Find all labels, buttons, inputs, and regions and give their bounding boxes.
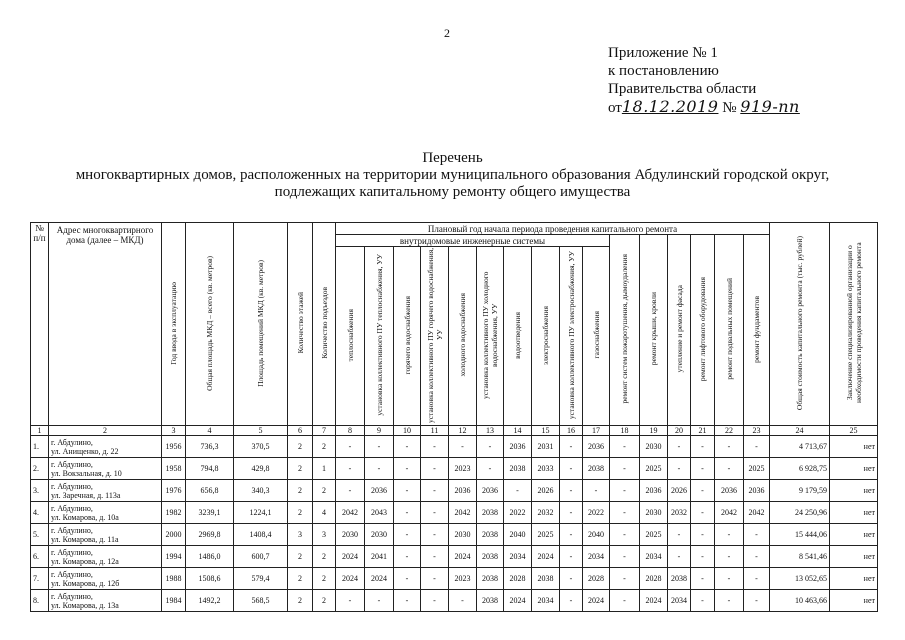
plan-year-cell: 2024 [449, 546, 477, 568]
table-row [31, 480, 878, 502]
address-city: г. Абдулино, [51, 591, 93, 601]
column-number: 9 [365, 426, 394, 436]
column-number: 5 [234, 426, 288, 436]
row-number: 3. [31, 480, 49, 502]
plan-year-cell: - [449, 590, 477, 612]
cost-cell: 9 179,59 [770, 480, 830, 502]
plan-year-cell: - [336, 480, 365, 502]
header-col-14: водоотведения [504, 247, 532, 426]
year-cell: 1984 [162, 590, 186, 612]
plan-year-cell: - [421, 568, 449, 590]
repair-schedule-table [30, 222, 878, 612]
header-premises-area: Площадь помещений МКД (кв. метров) [234, 223, 288, 426]
address-street: ул. Комарова, д. 10а [51, 512, 119, 522]
column-number: 4 [186, 426, 234, 436]
floors-cell: 2 [288, 502, 313, 524]
page-number: 2 [444, 26, 450, 40]
appendix-line2: к постановлению [608, 63, 719, 79]
header-col-22: ремонт подвальных помещений [715, 235, 744, 426]
plan-year-cell: 2026 [532, 480, 560, 502]
plan-year-cell: 2025 [532, 524, 560, 546]
header-col-16: установка коллективного ПУ электроснабжения, УУ [560, 247, 583, 426]
address-cell [49, 480, 162, 502]
plan-year-cell: - [394, 502, 421, 524]
plan-year-cell: - [421, 590, 449, 612]
plan-year-cell: - [610, 546, 640, 568]
plan-year-cell: - [336, 436, 365, 458]
plan-year-cell: - [394, 590, 421, 612]
plan-year-cell: - [668, 436, 691, 458]
header-col-20: утепление и ремонт фасада [668, 235, 691, 426]
conclusion-cell: нет [830, 524, 878, 546]
plan-year-cell: 2038 [504, 458, 532, 480]
header-total-area: Общая площадь МКД – всего (кв. метров) [186, 223, 234, 426]
appendix-block [608, 44, 800, 117]
address-cell [49, 546, 162, 568]
floors-cell: 2 [288, 546, 313, 568]
table-row [31, 524, 878, 546]
plan-year-cell: - [744, 546, 770, 568]
cost-cell: 4 713,67 [770, 436, 830, 458]
plan-year-cell: 2042 [744, 502, 770, 524]
column-number: 22 [715, 426, 744, 436]
entrances-cell: 1 [313, 458, 336, 480]
column-number: 2 [49, 426, 162, 436]
plan-year-cell: - [560, 502, 583, 524]
floors-cell: 2 [288, 480, 313, 502]
plan-year-cell: 2036 [744, 480, 770, 502]
plan-year-cell: - [744, 436, 770, 458]
plan-year-cell: - [610, 436, 640, 458]
plan-year-cell: 2032 [532, 502, 560, 524]
plan-year-cell: - [394, 436, 421, 458]
address-street: ул. Комарова, д. 13а [51, 600, 119, 610]
year-cell: 1956 [162, 436, 186, 458]
column-number: 8 [336, 426, 365, 436]
plan-year-cell: 2025 [640, 458, 668, 480]
premises-area-cell: 429,8 [234, 458, 288, 480]
header-conclusion: Заключение специализированной организации о необходимости проведения капитального ремонта [830, 223, 878, 426]
plan-year-cell: 2030 [640, 436, 668, 458]
plan-year-cell: - [610, 568, 640, 590]
entrances-cell: 2 [313, 436, 336, 458]
table-row [31, 502, 878, 524]
plan-year-cell: - [691, 524, 715, 546]
plan-year-cell: - [668, 458, 691, 480]
plan-year-cell: 2036 [365, 480, 394, 502]
floors-cell: 2 [288, 436, 313, 458]
address-city: г. Абдулино, [51, 525, 93, 535]
cost-cell: 8 541,46 [770, 546, 830, 568]
row-number: 8. [31, 590, 49, 612]
plan-year-cell: 2040 [504, 524, 532, 546]
year-cell: 1958 [162, 458, 186, 480]
row-number: 7. [31, 568, 49, 590]
header-plan: Плановый год начала периода проведения капитального ремонта [336, 223, 770, 235]
plan-year-cell: - [715, 590, 744, 612]
entrances-cell: 4 [313, 502, 336, 524]
conclusion-cell: нет [830, 590, 878, 612]
entrances-cell: 2 [313, 590, 336, 612]
total-area-cell: 656,8 [186, 480, 234, 502]
column-number: 19 [640, 426, 668, 436]
plan-year-cell: - [421, 502, 449, 524]
plan-year-cell: - [394, 524, 421, 546]
plan-year-cell: 2025 [744, 458, 770, 480]
plan-year-cell: - [421, 480, 449, 502]
plan-year-cell: - [421, 458, 449, 480]
cost-cell: 6 928,75 [770, 458, 830, 480]
header-col-8: теплоснабжения [336, 247, 365, 426]
plan-year-cell: - [715, 568, 744, 590]
header-cost: Общая стоимость капитального ремонта (тыс. рублей) [770, 223, 830, 426]
header-col-12: холодного водоснабжения [449, 247, 477, 426]
header-num: № п/п [31, 223, 49, 426]
cost-cell: 24 250,96 [770, 502, 830, 524]
year-cell: 1994 [162, 546, 186, 568]
plan-year-cell: - [668, 524, 691, 546]
column-number: 24 [770, 426, 830, 436]
year-cell: 2000 [162, 524, 186, 546]
plan-year-cell: - [715, 546, 744, 568]
plan-year-cell: 2042 [715, 502, 744, 524]
address-street: ул. Вокзальная, д. 10 [51, 468, 122, 478]
header-col-17: газоснабжения [583, 247, 610, 426]
plan-year-cell: - [336, 458, 365, 480]
header-col-10: горячего водоснабжения [394, 247, 421, 426]
plan-year-cell: - [610, 590, 640, 612]
plan-year-cell: 2024 [504, 590, 532, 612]
entrances-cell: 2 [313, 546, 336, 568]
plan-year-cell: - [477, 436, 504, 458]
row-number: 2. [31, 458, 49, 480]
plan-year-cell: - [394, 546, 421, 568]
plan-year-cell: 2034 [668, 590, 691, 612]
plan-year-cell: 2030 [449, 524, 477, 546]
column-number: 15 [532, 426, 560, 436]
plan-year-cell: - [668, 546, 691, 568]
plan-year-cell: 2034 [583, 546, 610, 568]
plan-year-cell: - [715, 436, 744, 458]
premises-area-cell: 568,5 [234, 590, 288, 612]
header-floors: Количество этажей [288, 223, 313, 426]
number-prefix: № [722, 100, 737, 116]
plan-year-cell: 2022 [583, 502, 610, 524]
plan-year-cell: 2023 [449, 458, 477, 480]
plan-year-cell: 2023 [449, 568, 477, 590]
plan-year-cell: 2028 [504, 568, 532, 590]
plan-year-cell: 2038 [532, 568, 560, 590]
header-year: Год ввода в эксплуатацию [162, 223, 186, 426]
plan-year-cell: - [691, 546, 715, 568]
conclusion-cell: нет [830, 458, 878, 480]
plan-year-cell: - [336, 590, 365, 612]
entrances-cell: 3 [313, 524, 336, 546]
plan-year-cell: - [691, 502, 715, 524]
plan-year-cell: - [744, 568, 770, 590]
year-cell: 1982 [162, 502, 186, 524]
column-number: 18 [610, 426, 640, 436]
plan-year-cell: 2038 [477, 590, 504, 612]
floors-cell: 2 [288, 590, 313, 612]
plan-year-cell: - [691, 590, 715, 612]
plan-year-cell: - [560, 590, 583, 612]
plan-year-cell: - [691, 436, 715, 458]
plan-year-cell: 2042 [336, 502, 365, 524]
column-number: 12 [449, 426, 477, 436]
address-street: ул. Комарова, д. 12а [51, 556, 119, 566]
table-row [31, 458, 878, 480]
conclusion-cell: нет [830, 502, 878, 524]
column-number: 21 [691, 426, 715, 436]
header-col-15: электроснабжения [532, 247, 560, 426]
total-area-cell: 794,8 [186, 458, 234, 480]
plan-year-cell: - [394, 458, 421, 480]
column-number: 16 [560, 426, 583, 436]
header-col-23: ремонт фундаментов [744, 235, 770, 426]
table-row [31, 546, 878, 568]
plan-year-cell: 2036 [715, 480, 744, 502]
address-city: г. Абдулино, [51, 569, 93, 579]
address-city: г. Абдулино, [51, 437, 93, 447]
plan-year-cell: - [560, 568, 583, 590]
plan-year-cell: - [477, 458, 504, 480]
plan-year-cell: - [560, 480, 583, 502]
column-number: 17 [583, 426, 610, 436]
plan-year-cell: 2032 [668, 502, 691, 524]
plan-year-cell: - [610, 502, 640, 524]
plan-year-cell: - [744, 524, 770, 546]
floors-cell: 3 [288, 524, 313, 546]
plan-year-cell: 2024 [336, 568, 365, 590]
header-col-19: ремонт крыши, кровли [640, 235, 668, 426]
premises-area-cell: 340,3 [234, 480, 288, 502]
year-cell: 1976 [162, 480, 186, 502]
year-cell: 1988 [162, 568, 186, 590]
column-number: 7 [313, 426, 336, 436]
plan-year-cell: - [421, 524, 449, 546]
header-engineering: внутридомовые инженерные системы [336, 235, 610, 247]
column-number: 14 [504, 426, 532, 436]
conclusion-cell: нет [830, 568, 878, 590]
plan-year-cell: 2030 [640, 502, 668, 524]
title-line1: Перечень [422, 150, 483, 166]
plan-year-cell: 2024 [583, 590, 610, 612]
address-cell [49, 590, 162, 612]
address-street: ул. Анищенко, д. 22 [51, 446, 119, 456]
total-area-cell: 1486,0 [186, 546, 234, 568]
address-cell [49, 458, 162, 480]
plan-year-cell: 2024 [532, 546, 560, 568]
plan-year-cell: - [691, 480, 715, 502]
date-prefix: от [608, 100, 622, 116]
column-number: 1 [31, 426, 49, 436]
address-street: ул. Заречная, д. 113а [51, 490, 121, 500]
column-number-row [31, 426, 878, 436]
total-area-cell: 736,3 [186, 436, 234, 458]
document-title [0, 150, 905, 201]
plan-year-cell: - [715, 458, 744, 480]
plan-year-cell: 2036 [449, 480, 477, 502]
column-number: 3 [162, 426, 186, 436]
appendix-line1: Приложение № 1 [608, 45, 718, 61]
total-area-cell: 3239,1 [186, 502, 234, 524]
plan-year-cell: 2025 [640, 524, 668, 546]
cost-cell: 15 444,06 [770, 524, 830, 546]
plan-year-cell: - [715, 524, 744, 546]
table-row [31, 436, 878, 458]
conclusion-cell: нет [830, 546, 878, 568]
address-cell [49, 524, 162, 546]
address-street: ул. Комарова, д. 11а [51, 534, 119, 544]
entrances-cell: 2 [313, 568, 336, 590]
plan-year-cell: 2034 [532, 590, 560, 612]
plan-year-cell: - [504, 480, 532, 502]
conclusion-cell: нет [830, 480, 878, 502]
plan-year-cell: 2034 [504, 546, 532, 568]
plan-year-cell: - [560, 524, 583, 546]
plan-year-cell: 2038 [583, 458, 610, 480]
plan-year-cell: 2026 [668, 480, 691, 502]
address-city: г. Абдулино, [51, 547, 93, 557]
plan-year-cell: - [421, 436, 449, 458]
address-city: г. Абдулино, [51, 481, 93, 491]
plan-year-cell: 2036 [477, 480, 504, 502]
premises-area-cell: 1224,1 [234, 502, 288, 524]
column-number: 25 [830, 426, 878, 436]
total-area-cell: 2969,8 [186, 524, 234, 546]
plan-year-cell: 2038 [477, 502, 504, 524]
plan-year-cell: 2041 [365, 546, 394, 568]
row-number: 4. [31, 502, 49, 524]
column-number: 11 [421, 426, 449, 436]
plan-year-cell: 2028 [640, 568, 668, 590]
total-area-cell: 1508,6 [186, 568, 234, 590]
total-area-cell: 1492,2 [186, 590, 234, 612]
plan-year-cell: 2034 [640, 546, 668, 568]
header-col-18: ремонт систем пожаротушения, дымоудаления [610, 235, 640, 426]
row-number: 1. [31, 436, 49, 458]
plan-year-cell: - [394, 480, 421, 502]
plan-year-cell: - [610, 480, 640, 502]
floors-cell: 2 [288, 568, 313, 590]
address-city: г. Абдулино, [51, 503, 93, 513]
row-number: 6. [31, 546, 49, 568]
plan-year-cell: 2040 [583, 524, 610, 546]
plan-year-cell: 2036 [504, 436, 532, 458]
address-cell [49, 502, 162, 524]
premises-area-cell: 1408,4 [234, 524, 288, 546]
plan-year-cell: 2036 [583, 436, 610, 458]
conclusion-cell: нет [830, 436, 878, 458]
column-number: 23 [744, 426, 770, 436]
plan-year-cell: - [560, 436, 583, 458]
plan-year-cell: 2038 [477, 568, 504, 590]
column-number: 13 [477, 426, 504, 436]
plan-year-cell: - [394, 568, 421, 590]
header-col-11: установка коллективного ПУ горячего водоснабжения, УУ [421, 247, 449, 426]
plan-year-cell: - [560, 546, 583, 568]
entrances-cell: 2 [313, 480, 336, 502]
column-number: 6 [288, 426, 313, 436]
title-line3: подлежащих капитальному ремонту общего имущества [274, 184, 631, 200]
plan-year-cell: 2031 [532, 436, 560, 458]
plan-year-cell: - [365, 458, 394, 480]
plan-year-cell: 2038 [477, 546, 504, 568]
plan-year-cell: - [744, 590, 770, 612]
plan-year-cell: 2024 [336, 546, 365, 568]
table-row [31, 590, 878, 612]
appendix-date-line [608, 98, 800, 117]
plan-year-cell: 2033 [532, 458, 560, 480]
row-number: 5. [31, 524, 49, 546]
address-cell [49, 568, 162, 590]
plan-year-cell: 2036 [640, 480, 668, 502]
appendix-line3: Правительства области [608, 81, 757, 97]
address-cell [49, 436, 162, 458]
premises-area-cell: 370,5 [234, 436, 288, 458]
title-line2: многоквартирных домов, расположенных на территории муниципального образования Абдулинский городской округ, [75, 167, 830, 183]
plan-year-cell: 2038 [668, 568, 691, 590]
plan-year-cell: - [560, 458, 583, 480]
cost-cell: 13 052,65 [770, 568, 830, 590]
plan-year-cell: 2024 [640, 590, 668, 612]
premises-area-cell: 579,4 [234, 568, 288, 590]
header-col-21: ремонт лифтового оборудования [691, 235, 715, 426]
plan-year-cell: 2038 [477, 524, 504, 546]
plan-year-cell: 2042 [449, 502, 477, 524]
header-col-9: установка коллективного ПУ теплоснабжения, УУ [365, 247, 394, 426]
premises-area-cell: 600,7 [234, 546, 288, 568]
plan-year-cell: - [583, 480, 610, 502]
plan-year-cell: - [610, 524, 640, 546]
plan-year-cell: - [365, 436, 394, 458]
table-row [31, 568, 878, 590]
plan-year-cell: 2030 [336, 524, 365, 546]
floors-cell: 2 [288, 458, 313, 480]
address-city: г. Абдулино, [51, 459, 93, 469]
handwritten-date: 18.12.2019 [621, 97, 719, 116]
plan-year-cell: 2022 [504, 502, 532, 524]
plan-year-cell: 2030 [365, 524, 394, 546]
plan-year-cell: - [610, 458, 640, 480]
plan-year-cell: 2043 [365, 502, 394, 524]
plan-year-cell: - [449, 436, 477, 458]
address-street: ул. Комарова, д. 12б [51, 578, 120, 588]
plan-year-cell: 2024 [365, 568, 394, 590]
plan-year-cell: - [691, 568, 715, 590]
column-number: 10 [394, 426, 421, 436]
cost-cell: 10 463,66 [770, 590, 830, 612]
plan-year-cell: 2028 [583, 568, 610, 590]
plan-year-cell: - [691, 458, 715, 480]
header-address: Адрес многоквартирного дома (далее – МКД) [49, 223, 162, 426]
header-entrances: Количество подъездов [313, 223, 336, 426]
plan-year-cell: - [421, 546, 449, 568]
plan-year-cell: - [365, 590, 394, 612]
column-number: 20 [668, 426, 691, 436]
header-col-13: установка коллективного ПУ холодного водоснабжения, УУ [477, 247, 504, 426]
handwritten-number: 919-пп [740, 97, 800, 116]
